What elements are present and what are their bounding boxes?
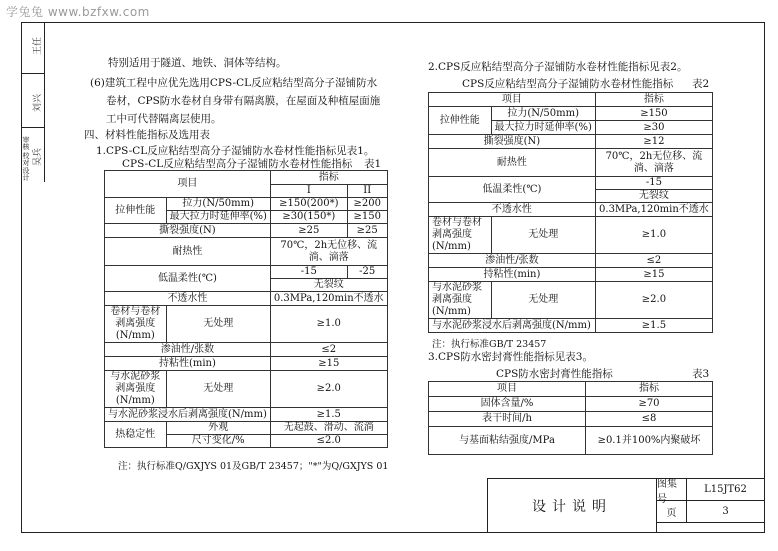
- t3-solids-value: ≥70: [586, 397, 713, 412]
- t2-tear-value: ≥12: [595, 135, 712, 149]
- t1-appearance: 外观: [166, 422, 270, 435]
- table2: [428, 92, 713, 333]
- t2-tack: 持粘性(min): [429, 268, 596, 282]
- site-watermark: 学兔兔 www.bzfxw.com: [6, 5, 150, 19]
- t2-peel-coil-untreated: 无处理: [491, 217, 595, 254]
- t2-tensile: 拉伸性能: [429, 107, 492, 135]
- t2-lt-result: 无裂纹: [595, 190, 712, 203]
- t1-peel-mortar-value: ≥2.0: [270, 371, 387, 408]
- t2-header-item: 项目: [429, 93, 596, 107]
- table3: [428, 381, 713, 455]
- table3-intro: 3.CPS防水密封膏性能指标见表3。: [428, 351, 593, 363]
- t3-header-item: 项目: [429, 382, 586, 397]
- t1-grade-1: I: [270, 185, 347, 198]
- sign-label-design: 设计: [22, 167, 30, 181]
- t1-impermeable: 不透水性: [105, 292, 271, 306]
- table2-intro: 2.CPS反应粘结型高分子湿铺防水卷材性能指标见表2。: [428, 61, 688, 73]
- page-label: 页: [657, 501, 687, 523]
- t2-imp-value: 0.3MPa,120min不透水: [595, 203, 712, 217]
- atlas-number: L15JT62: [687, 479, 764, 501]
- t2-peel-soak-value: ≥1.5: [595, 319, 712, 333]
- t1-tack: 持粘性(min): [105, 357, 271, 371]
- t1-heat: 耐热性: [105, 238, 271, 266]
- t3-surface-dry: 表干时间/h: [429, 412, 586, 427]
- t1-peel-soak: 与水泥砂浆浸水后剥离强度(N/mm): [105, 408, 271, 422]
- t1-ts-2: ≥200: [347, 198, 387, 211]
- table1-intro: 1.CPS-CL反应粘结型高分子湿铺防水卷材性能指标见表1。: [96, 145, 375, 157]
- page-number: 3: [687, 501, 764, 523]
- t1-peel-mortar-untreated: 无处理: [166, 371, 270, 408]
- t1-tear-1: ≥25: [270, 224, 347, 238]
- t2-header-index: 指标: [595, 93, 712, 107]
- t2-peel-soak: 与水泥砂浆浸水后剥离强度(N/mm): [429, 319, 596, 333]
- t3-solids: 固体含量/%: [429, 397, 586, 412]
- t2-peel-coil: 卷材与卷材剥离强度(N/mm): [429, 217, 492, 254]
- t2-el-value: ≥30: [595, 121, 712, 135]
- t3-header-index: 指标: [586, 382, 713, 397]
- table2-note: 注：执行标准GB/T 23457: [432, 339, 547, 350]
- t1-tack-value: ≥15: [270, 357, 387, 371]
- t1-tear: 撕裂强度(N): [105, 224, 271, 238]
- t1-thermal: 热稳定性: [105, 422, 167, 448]
- atlas-label: 图集号: [657, 479, 687, 501]
- text-line-2: (6)建筑工程中应优先选用CPS-CL反应粘结型高分子湿铺防水: [90, 77, 378, 89]
- signature-design: 吴兵: [33, 147, 43, 166]
- t3-bond-value: ≥0.1并100%内聚破坏: [586, 427, 713, 455]
- t2-impermeable: 不透水性: [429, 203, 596, 217]
- t2-ts-value: ≥150: [595, 107, 712, 121]
- signature-review: 王任: [33, 36, 43, 55]
- t3-bond: 与基面粘结强度/MPa: [429, 427, 586, 455]
- t1-tensile-strength: 拉力(N/50mm): [166, 198, 270, 211]
- t1-ts-1: ≥150(200*): [270, 198, 347, 211]
- t1-peel-mortar: 与水泥砂浆剥离强度(N/mm): [105, 371, 167, 408]
- text-line-4: 工中可代替隔离层使用。: [106, 113, 222, 125]
- t1-oil-value: ≤2: [270, 343, 387, 357]
- t1-lt-2: -25: [347, 266, 387, 279]
- sign-label-proof: 校对: [22, 152, 30, 166]
- t1-peel-coil-untreated: 无处理: [166, 306, 270, 343]
- title-block: [487, 478, 765, 533]
- t1-heat-value: 70℃，2h无位移、流淌、滴落: [270, 238, 387, 266]
- t2-oil-value: ≤2: [595, 254, 712, 268]
- sign-label-review: 审核: [22, 136, 30, 150]
- t2-heat: 耐热性: [429, 149, 596, 177]
- drawing-title: 设计说明: [488, 479, 657, 532]
- t2-tack-value: ≥15: [595, 268, 712, 282]
- t2-elongation: 最大拉力时延伸率(%): [491, 121, 595, 135]
- t1-appearance-value: 无起鼓、滑动、流淌: [270, 422, 387, 435]
- t2-lt-value: -15: [595, 177, 712, 190]
- text-line-1: 特别适用于隧道、地铁、洞体等结构。: [108, 57, 287, 69]
- t2-heat-value: 70℃，2h无位移、流淌、滴落: [595, 149, 712, 177]
- table2-title: CPS反应粘结型高分子湿铺防水卷材性能指标: [462, 78, 674, 90]
- t1-lt-result: 无裂纹: [270, 279, 387, 292]
- t1-dim-value: ≤2.0: [270, 435, 387, 448]
- t2-peel-mortar-value: ≥2.0: [595, 282, 712, 319]
- t2-tensile-strength: 拉力(N/50mm): [491, 107, 595, 121]
- t1-lt-1: -15: [270, 266, 347, 279]
- t2-peel-mortar-untreated: 无处理: [491, 282, 595, 319]
- t1-peel-soak-value: ≥1.5: [270, 408, 387, 422]
- t1-header-item: 项目: [105, 171, 271, 198]
- t2-peel-mortar: 与水泥砂浆剥离强度(N/mm): [429, 282, 492, 319]
- t1-el-1: ≥30(150*): [270, 211, 347, 224]
- table2-number: 表2: [692, 78, 710, 90]
- table3-title: CPS防水密封膏性能指标: [496, 368, 613, 380]
- t1-header-index: 指标: [270, 171, 387, 185]
- t1-grade-2: II: [347, 185, 387, 198]
- t1-tear-2: ≥25: [347, 224, 387, 238]
- t1-peel-coil-value: ≥1.0: [270, 306, 387, 343]
- table1-number: 表1: [364, 158, 382, 170]
- t1-el-2: ≥150: [347, 211, 387, 224]
- table1: [104, 170, 388, 448]
- t2-low-temp: 低温柔性(℃): [429, 177, 596, 203]
- t1-dim-change: 尺寸变化/%: [166, 435, 270, 448]
- t2-peel-coil-value: ≥1.0: [595, 217, 712, 254]
- table1-title: CPS-CL反应粘结型高分子湿铺防水卷材性能指标: [122, 158, 353, 170]
- text-line-3: 卷材，CPS防水卷材自身带有隔离膜，在屋面及种植屋面施: [106, 95, 381, 107]
- t2-oil: 渗油性/张数: [429, 254, 596, 268]
- section-heading: 四、材料性能指标及选用表: [84, 129, 210, 141]
- table3-number: 表3: [692, 368, 710, 380]
- t2-tear: 撕裂强度(N): [429, 135, 596, 149]
- t1-elongation: 最大拉力时延伸率(%): [166, 211, 270, 224]
- t1-low-temp: 低温柔性(℃): [105, 266, 271, 292]
- t1-oil: 渗油性/张数: [105, 343, 271, 357]
- t1-imp-value: 0.3MPa,120min不透水: [270, 292, 387, 306]
- t3-surface-dry-value: ≤8: [586, 412, 713, 427]
- t1-tensile: 拉伸性能: [105, 198, 167, 224]
- table1-note: 注：执行标准Q/GXJYS 01及GB/T 23457；"*"为Q/GXJYS 01: [118, 461, 389, 472]
- t1-peel-coil: 卷材与卷材剥离强度(N/mm): [105, 306, 167, 343]
- signature-proof: 刘兴: [33, 93, 43, 112]
